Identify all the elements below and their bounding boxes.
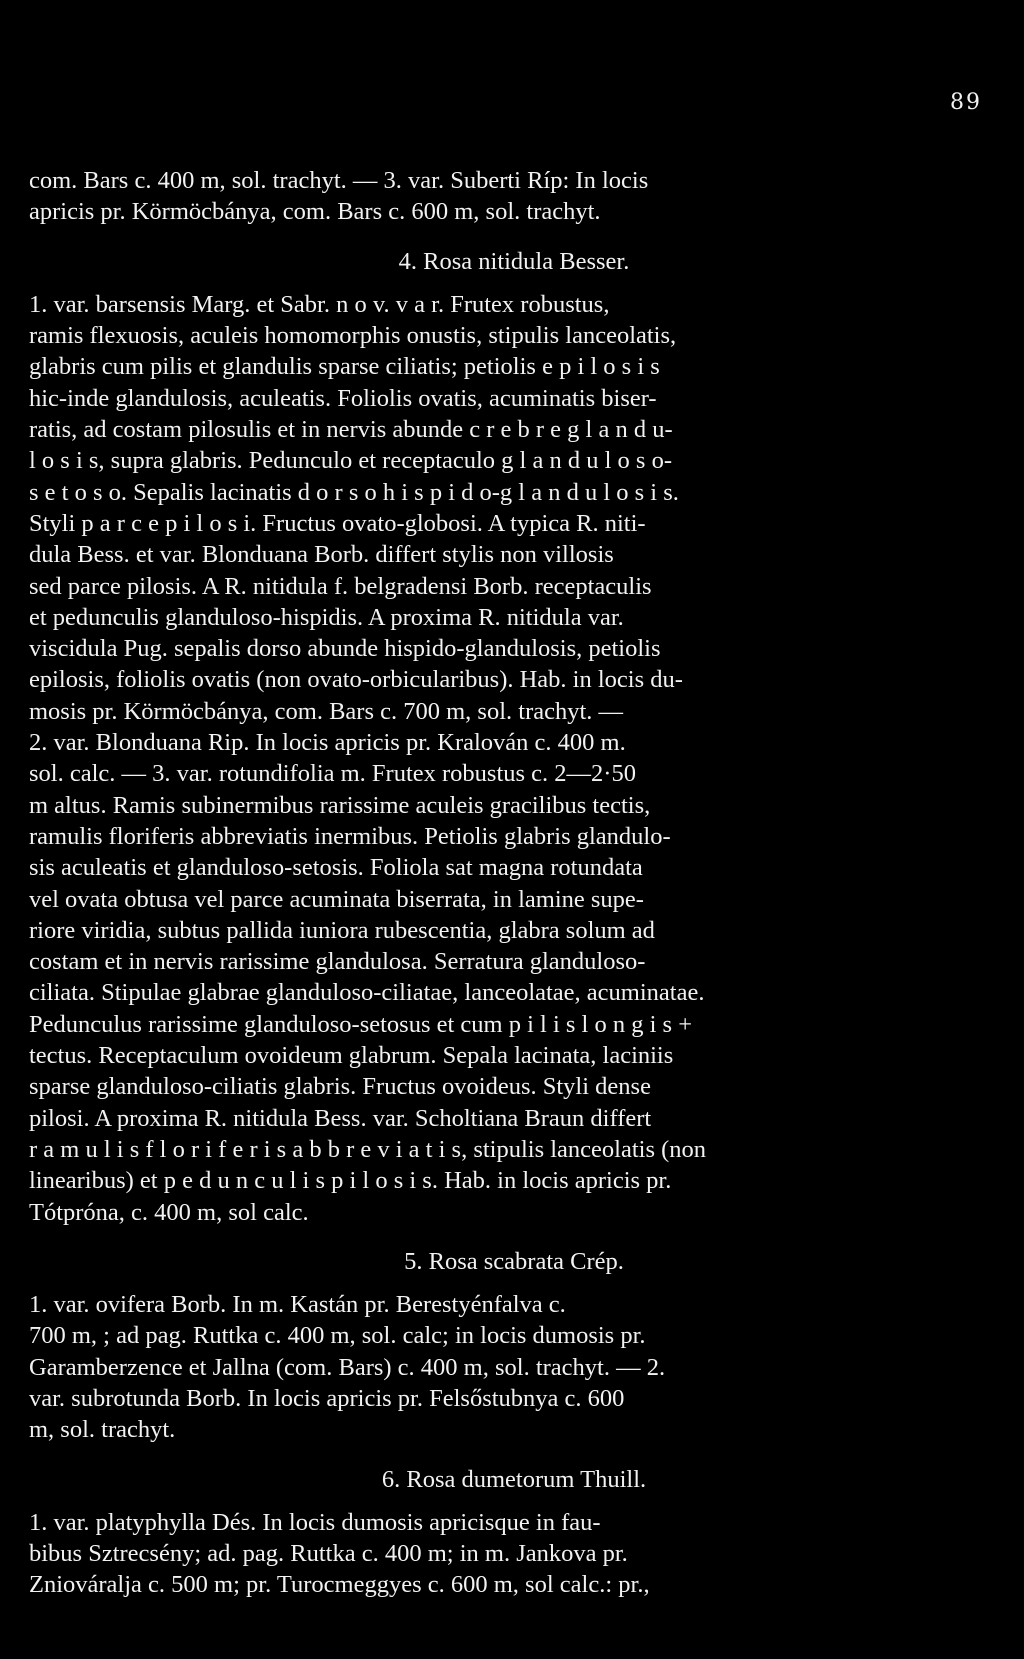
- text-line: vel ovata obtusa vel parce acuminata biserrata, in lamine supe-: [29, 885, 644, 913]
- text-line: riore viridia, subtus pallida iuniora rubescentia, glabra solum ad: [29, 916, 655, 944]
- text-line: dula Bess. et var. Blonduana Borb. differt stylis non villosis: [29, 541, 614, 569]
- document-body: [29, 165, 999, 1601]
- text-line: Tótpróna, c. 400 m, sol calc.: [29, 1198, 309, 1226]
- text-line: 700 m, ; ad pag. Ruttka c. 400 m, sol. calc; in locis dumosis pr.: [29, 1322, 646, 1350]
- text-line: apricis pr. Körmöcbánya, com. Bars c. 600 m, sol. trachyt.: [29, 198, 601, 226]
- text-line: 1. var. ovifera Borb. In m. Kastán pr. Berestyénfalva c.: [29, 1291, 566, 1319]
- text-line: m altus. Ramis subinermibus rarissime aculeis gracilibus tectis,: [29, 791, 651, 819]
- text-line: epilosis, foliolis ovatis (non ovato-orbicularibus). Hab. in locis du-: [29, 666, 683, 694]
- text-line: pilosi. A proxima R. nitidula Bess. var. Scholtiana Braun differt: [29, 1104, 652, 1132]
- text-line: Zniováralja c. 500 m; pr. Turocmeggyes c. 600 m, sol calc.: pr.,: [29, 1571, 650, 1599]
- page-number: 89: [950, 90, 982, 115]
- text-line: s e t o s o. Sepalis lacinatis d o r s o h i s p i d o-g l a n d u l o s i s.: [29, 478, 679, 506]
- text-line: costam et in nervis rarissime glandulosa. Serratura glanduloso-: [29, 948, 646, 976]
- text-line: Garamberzence et Jallna (com. Bars) c. 400 m, sol. trachyt. — 2.: [29, 1353, 666, 1381]
- text-line: ciliata. Stipulae glabrae glanduloso-ciliatae, lanceolatae, acuminatae.: [29, 979, 705, 1007]
- text-line: ramulis floriferis abbreviatis inermibus. Petiolis glabris glandulo-: [29, 822, 671, 850]
- text-line: var. subrotunda Borb. In locis apricis pr. Felsőstubnya c. 600: [29, 1384, 625, 1412]
- text-line: bibus Sztrecsény; ad. pag. Ruttka c. 400 m; in m. Jankova pr.: [29, 1540, 628, 1568]
- text-line: et pedunculis glanduloso-hispidis. A proxima R. nitidula var.: [29, 603, 624, 631]
- text-line: glabris cum pilis et glandulis sparse ciliatis; petiolis e p i l o s i s: [29, 353, 660, 381]
- text-line: sis aculeatis et glanduloso-setosis. Foliola sat magna rotundata: [29, 854, 643, 882]
- text-line: ratis, ad costam pilosulis et in nervis abunde c r e b r e g l a n d u-: [29, 416, 673, 444]
- text-line: sol. calc. — 3. var. rotundifolia m. Frutex robustus c. 2—2·50: [29, 760, 636, 788]
- section-heading-rosa-dumetorum: 6. Rosa dumetorum Thuill.: [381, 1465, 647, 1493]
- section-heading-rosa-nitidula: 4. Rosa nitidula Besser.: [398, 247, 630, 275]
- section-heading-rosa-scabrata: 5. Rosa scabrata Crép.: [404, 1247, 624, 1275]
- text-line: Styli p a r c e p i l o s i. Fructus ovato-globosi. A typica R. niti-: [29, 509, 646, 537]
- text-line: mosis pr. Körmöcbánya, com. Bars c. 700 m, sol. trachyt. —: [29, 697, 624, 725]
- text-line: hic-inde glandulosis, aculeatis. Foliolis ovatis, acuminatis biser-: [29, 384, 657, 412]
- text-line: sparse glanduloso-ciliatis glabris. Fructus ovoideus. Styli dense: [29, 1073, 651, 1101]
- text-line: linearibus) et p e d u n c u l i s p i l o s i s. Hab. in locis apricis pr.: [29, 1167, 672, 1195]
- text-line: viscidula Pug. sepalis dorso abunde hispido-glandulosis, petiolis: [29, 635, 661, 663]
- text-line: tectus. Receptaculum ovoideum glabrum. Sepala lacinata, laciniis: [29, 1042, 674, 1070]
- text-line: r a m u l i s f l o r i f e r i s a b b r e v i a t i s, stipulis lanceolatis (non: [29, 1135, 707, 1163]
- text-line: com. Bars c. 400 m, sol. trachyt. — 3. var. Suberti Ríp: In locis: [29, 167, 649, 194]
- text-line: l o s i s, supra glabris. Pedunculo et receptaculo g l a n d u l o s o-: [29, 447, 672, 475]
- text-line: 2. var. Blonduana Rip. In locis apricis pr. Kralován c. 400 m.: [29, 729, 626, 757]
- text-line: Pedunculus rarissime glanduloso-setosus et cum p i l i s l o n g i s +: [29, 1010, 693, 1038]
- text-line: 1. var. platyphylla Dés. In locis dumosis apricisque in fau-: [29, 1508, 601, 1536]
- text-line: sed parce pilosis. A R. nitidula f. belgradensi Borb. receptaculis: [29, 572, 652, 600]
- text-line: ramis flexuosis, aculeis homomorphis onustis, stipulis lanceolatis,: [29, 322, 677, 350]
- text-line: m, sol. trachyt.: [29, 1416, 176, 1444]
- text-line: 1. var. barsensis Marg. et Sabr. n o v. v a r. Frutex robustus,: [29, 290, 610, 318]
